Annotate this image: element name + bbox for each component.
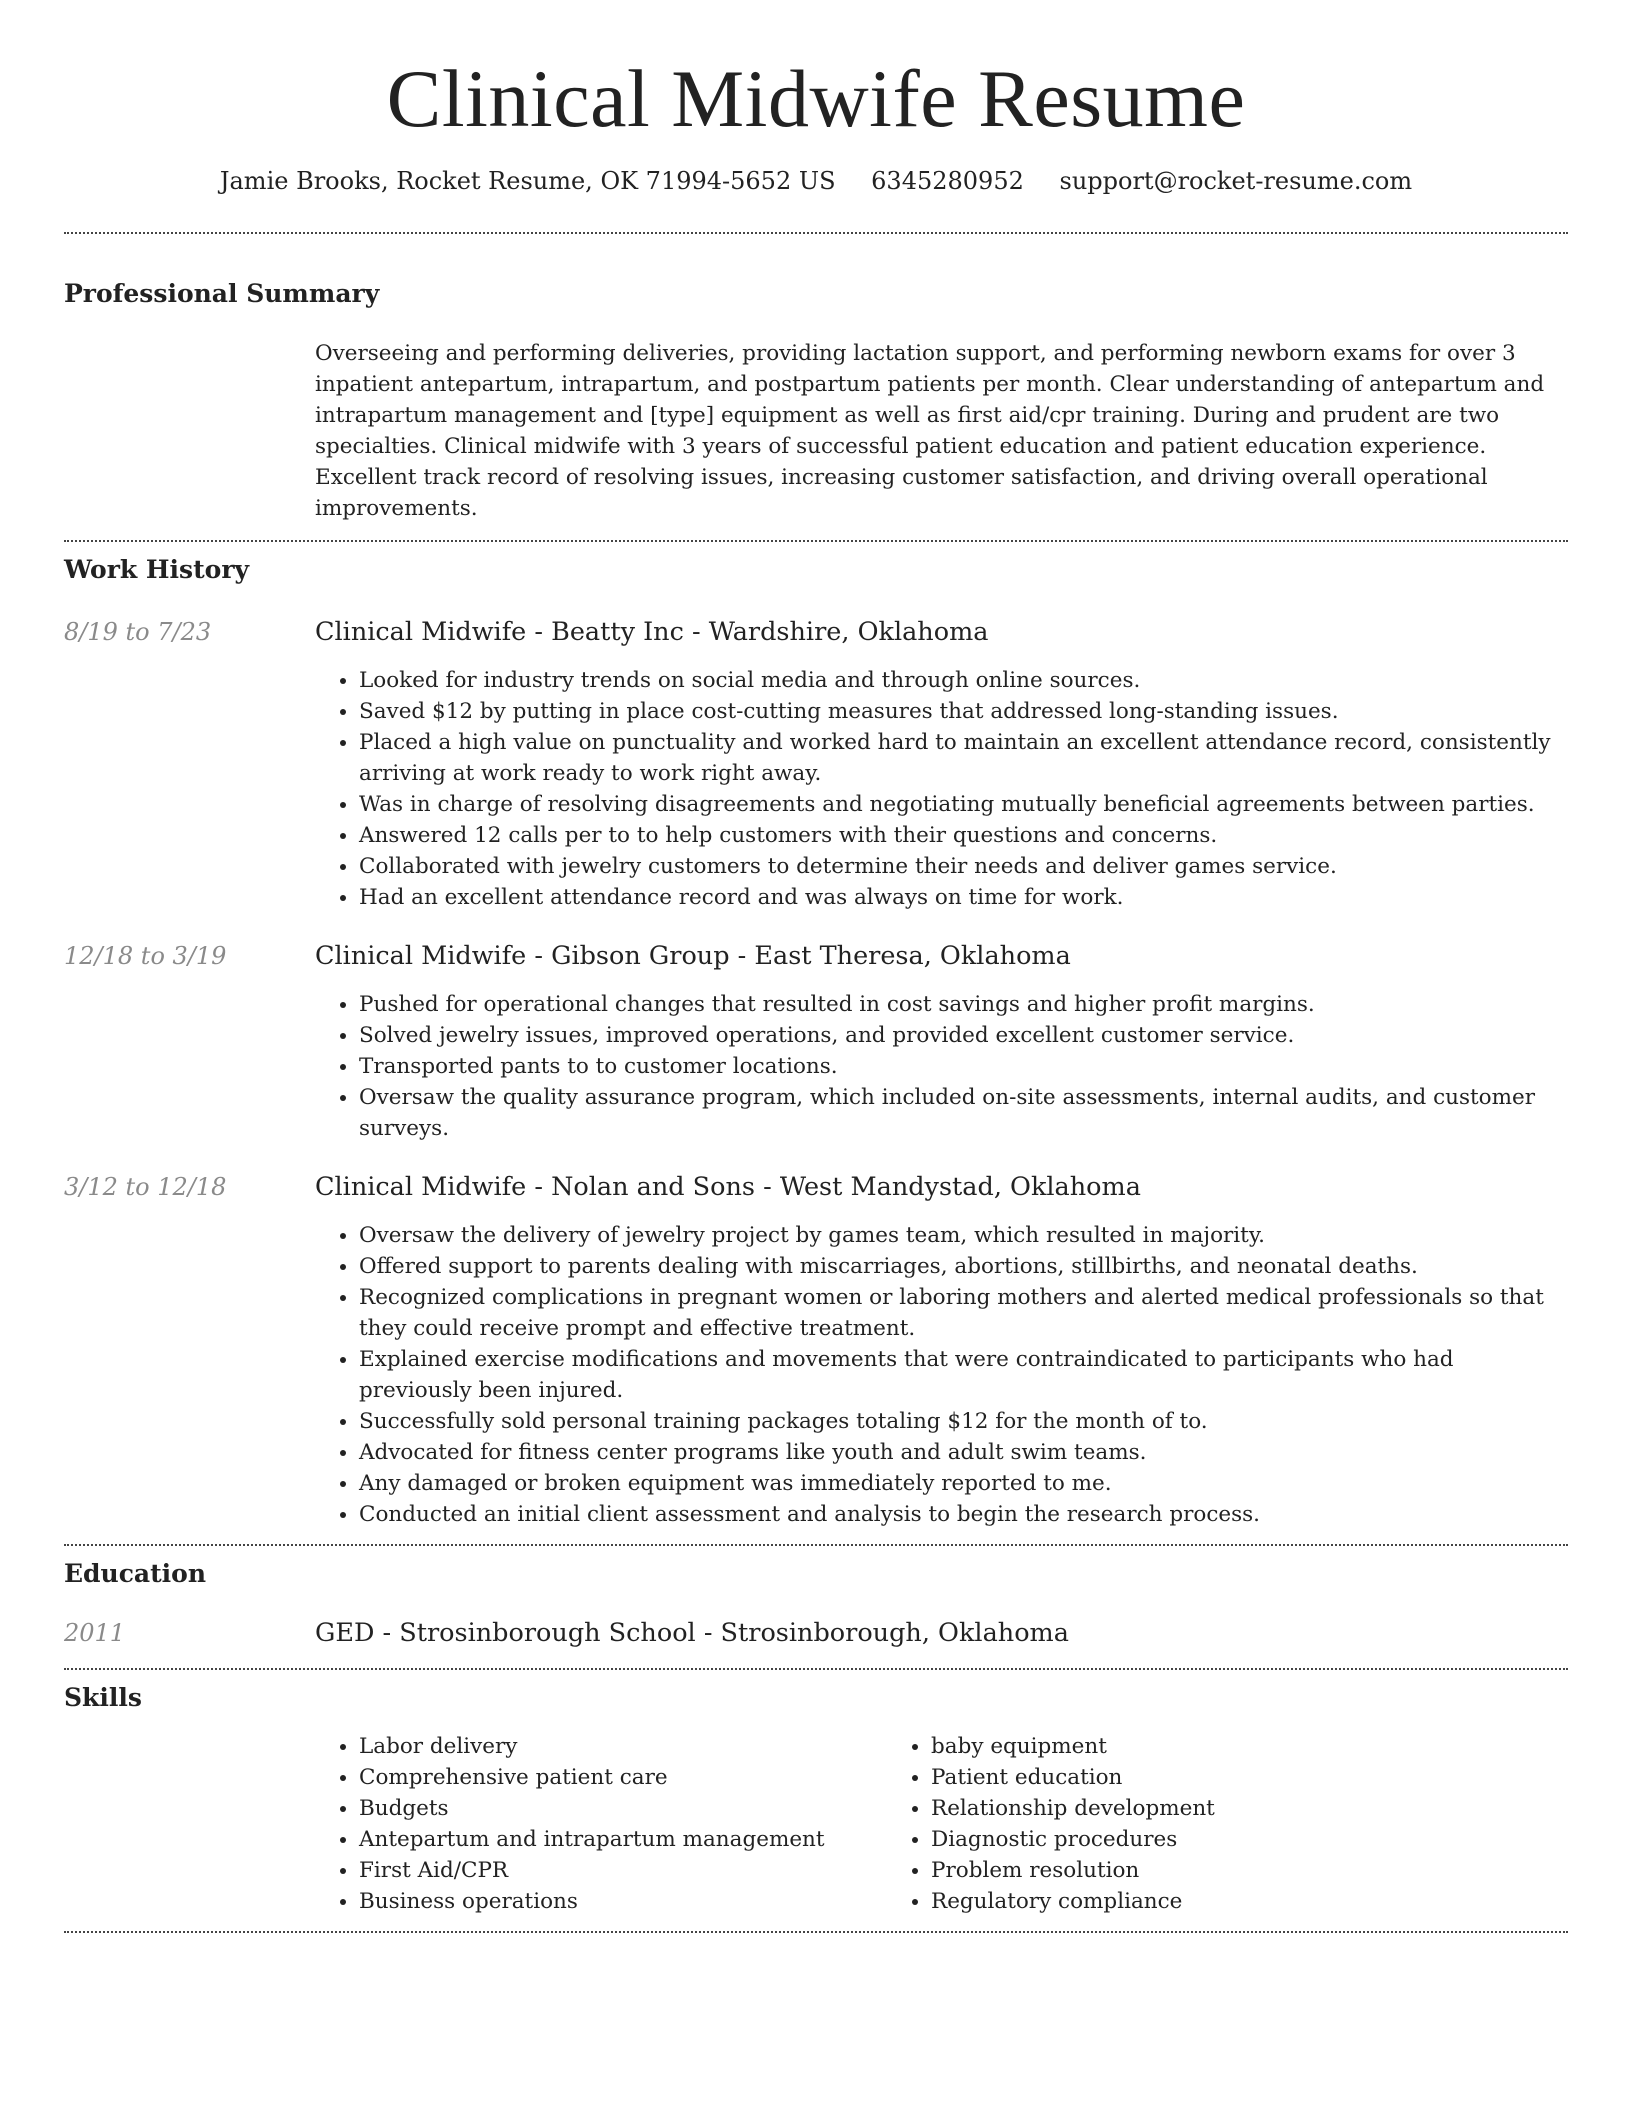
- contact-email: support@rocket-resume.com: [1059, 167, 1413, 196]
- job-title: Clinical Midwife - Gibson Group - East Theresa, Oklahoma: [315, 940, 1071, 971]
- job-bullet: • Had an excellent attendance record and was always on time for work.: [359, 882, 1568, 913]
- skill-item: • Regulatory compliance: [931, 1886, 1459, 1917]
- skill-item: • baby equipment: [931, 1731, 1459, 1762]
- job-entry: [64, 1172, 1568, 1544]
- job-bullet: • Oversaw the delivery of jewelry project by games team, which resulted in majority.: [359, 1220, 1568, 1251]
- job-bullet: • Saved $12 by putting in place cost-cutting measures that addressed long-standing issues.: [359, 696, 1568, 727]
- job-bullets: [315, 1220, 1568, 1544]
- skill-item: • Relationship development: [931, 1793, 1459, 1824]
- skills-list-left: [315, 1731, 887, 1917]
- divider: [64, 1931, 1568, 1933]
- section-heading-education: Education: [64, 1558, 207, 1588]
- job-title: Clinical Midwife - Nolan and Sons - West Mandystad, Oklahoma: [315, 1171, 1141, 1202]
- job-bullet: • Oversaw the quality assurance program, which included on-site assessments, internal audits, and customer surveys.: [359, 1082, 1568, 1144]
- job-bullet: • Conducted an initial client assessment and analysis to begin the research process.: [359, 1499, 1568, 1530]
- summary-section: [64, 234, 1568, 541]
- skill-item: • First Aid/CPR: [359, 1855, 887, 1886]
- skill-item: • Problem resolution: [931, 1855, 1459, 1886]
- job-bullets: [315, 989, 1568, 1144]
- job-bullets: [315, 665, 1568, 913]
- job-bullet: • Recognized complications in pregnant women or laboring mothers and alerted medical professionals so that they could receive prompt and effective treatment.: [359, 1282, 1568, 1344]
- job-entry: [64, 941, 1568, 1144]
- skill-item: • Business operations: [359, 1886, 887, 1917]
- job-bullet: • Placed a high value on punctuality and worked hard to maintain an excellent attendance record, consistently arriving at work ready to work right away.: [359, 727, 1568, 789]
- section-heading-skills: Skills: [64, 1683, 142, 1713]
- education-title: GED - Strosinborough School - Strosinborough, Oklahoma: [315, 1618, 1069, 1649]
- job-bullet: • Transported pants to to customer locations.: [359, 1051, 1568, 1082]
- job-bullet: • Offered support to parents dealing with miscarriages, abortions, stillbirths, and neonatal deaths.: [359, 1251, 1568, 1282]
- job-bullet: • Answered 12 calls per to to help customers with their questions and concerns.: [359, 820, 1568, 851]
- skills-section: [64, 1670, 1568, 1931]
- job-title: Clinical Midwife - Beatty Inc - Wardshire, Oklahoma: [315, 616, 989, 647]
- contact-address: Jamie Brooks, Rocket Resume, OK 71994-5652 US: [219, 167, 836, 196]
- skill-item: • Antepartum and intrapartum management: [359, 1824, 887, 1855]
- education-entry: [64, 1618, 1568, 1648]
- job-bullet: • Explained exercise modifications and movements that were contraindicated to participants who had previously been injured.: [359, 1344, 1568, 1406]
- page-title: Clinical Midwife Resume: [386, 53, 1246, 144]
- education-date: 2011: [64, 1619, 126, 1648]
- skill-item: • Comprehensive patient care: [359, 1762, 887, 1793]
- skills-columns: [315, 1731, 1568, 1917]
- skill-item: • Labor delivery: [359, 1731, 887, 1762]
- job-bullet: • Any damaged or broken equipment was immediately reported to me.: [359, 1468, 1568, 1499]
- skill-item: • Budgets: [359, 1793, 887, 1824]
- section-heading-work-history: Work History: [64, 555, 250, 585]
- contact-phone: 6345280952: [871, 167, 1024, 196]
- summary-text: Overseeing and performing deliveries, providing lactation support, and performing newborn exams for over 3 inpatient antepartum, intrapartum, and postpartum patients per month. Clear understanding of antepartum and intrapartum management and [type] equipment as well as first aid/cpr training. During and prudent are two specialties. Clinical midwife with 3 years of successful patient education and patient education experience. Excellent track record of resolving issues, increasing customer satisfaction, and driving overall operational improvements.: [315, 341, 1545, 522]
- skill-item: • Diagnostic procedures: [931, 1824, 1459, 1855]
- skill-item: • Patient education: [931, 1762, 1459, 1793]
- job-bullet: • Advocated for fitness center programs like youth and adult swim teams.: [359, 1437, 1568, 1468]
- job-date: 3/12 to 12/18: [64, 1172, 227, 1201]
- skills-list-right: [887, 1731, 1459, 1917]
- job-bullet: • Solved jewelry issues, improved operations, and provided excellent customer service.: [359, 1020, 1568, 1051]
- contact-line: [64, 166, 1568, 197]
- work-history-section: [64, 542, 1568, 1544]
- job-bullet: • Successfully sold personal training packages totaling $12 for the month of to.: [359, 1406, 1568, 1437]
- education-section: [64, 1546, 1568, 1669]
- job-entry: [64, 617, 1568, 913]
- job-date: 8/19 to 7/23: [64, 617, 212, 646]
- job-bullet: • Looked for industry trends on social media and through online sources.: [359, 665, 1568, 696]
- section-heading-summary: Professional Summary: [64, 278, 380, 308]
- job-date: 12/18 to 3/19: [64, 941, 227, 970]
- job-bullet: • Pushed for operational changes that resulted in cost savings and higher profit margins.: [359, 989, 1568, 1020]
- job-bullet: • Was in charge of resolving disagreements and negotiating mutually beneficial agreements between parties.: [359, 789, 1568, 820]
- job-bullet: • Collaborated with jewelry customers to determine their needs and deliver games service.: [359, 851, 1568, 882]
